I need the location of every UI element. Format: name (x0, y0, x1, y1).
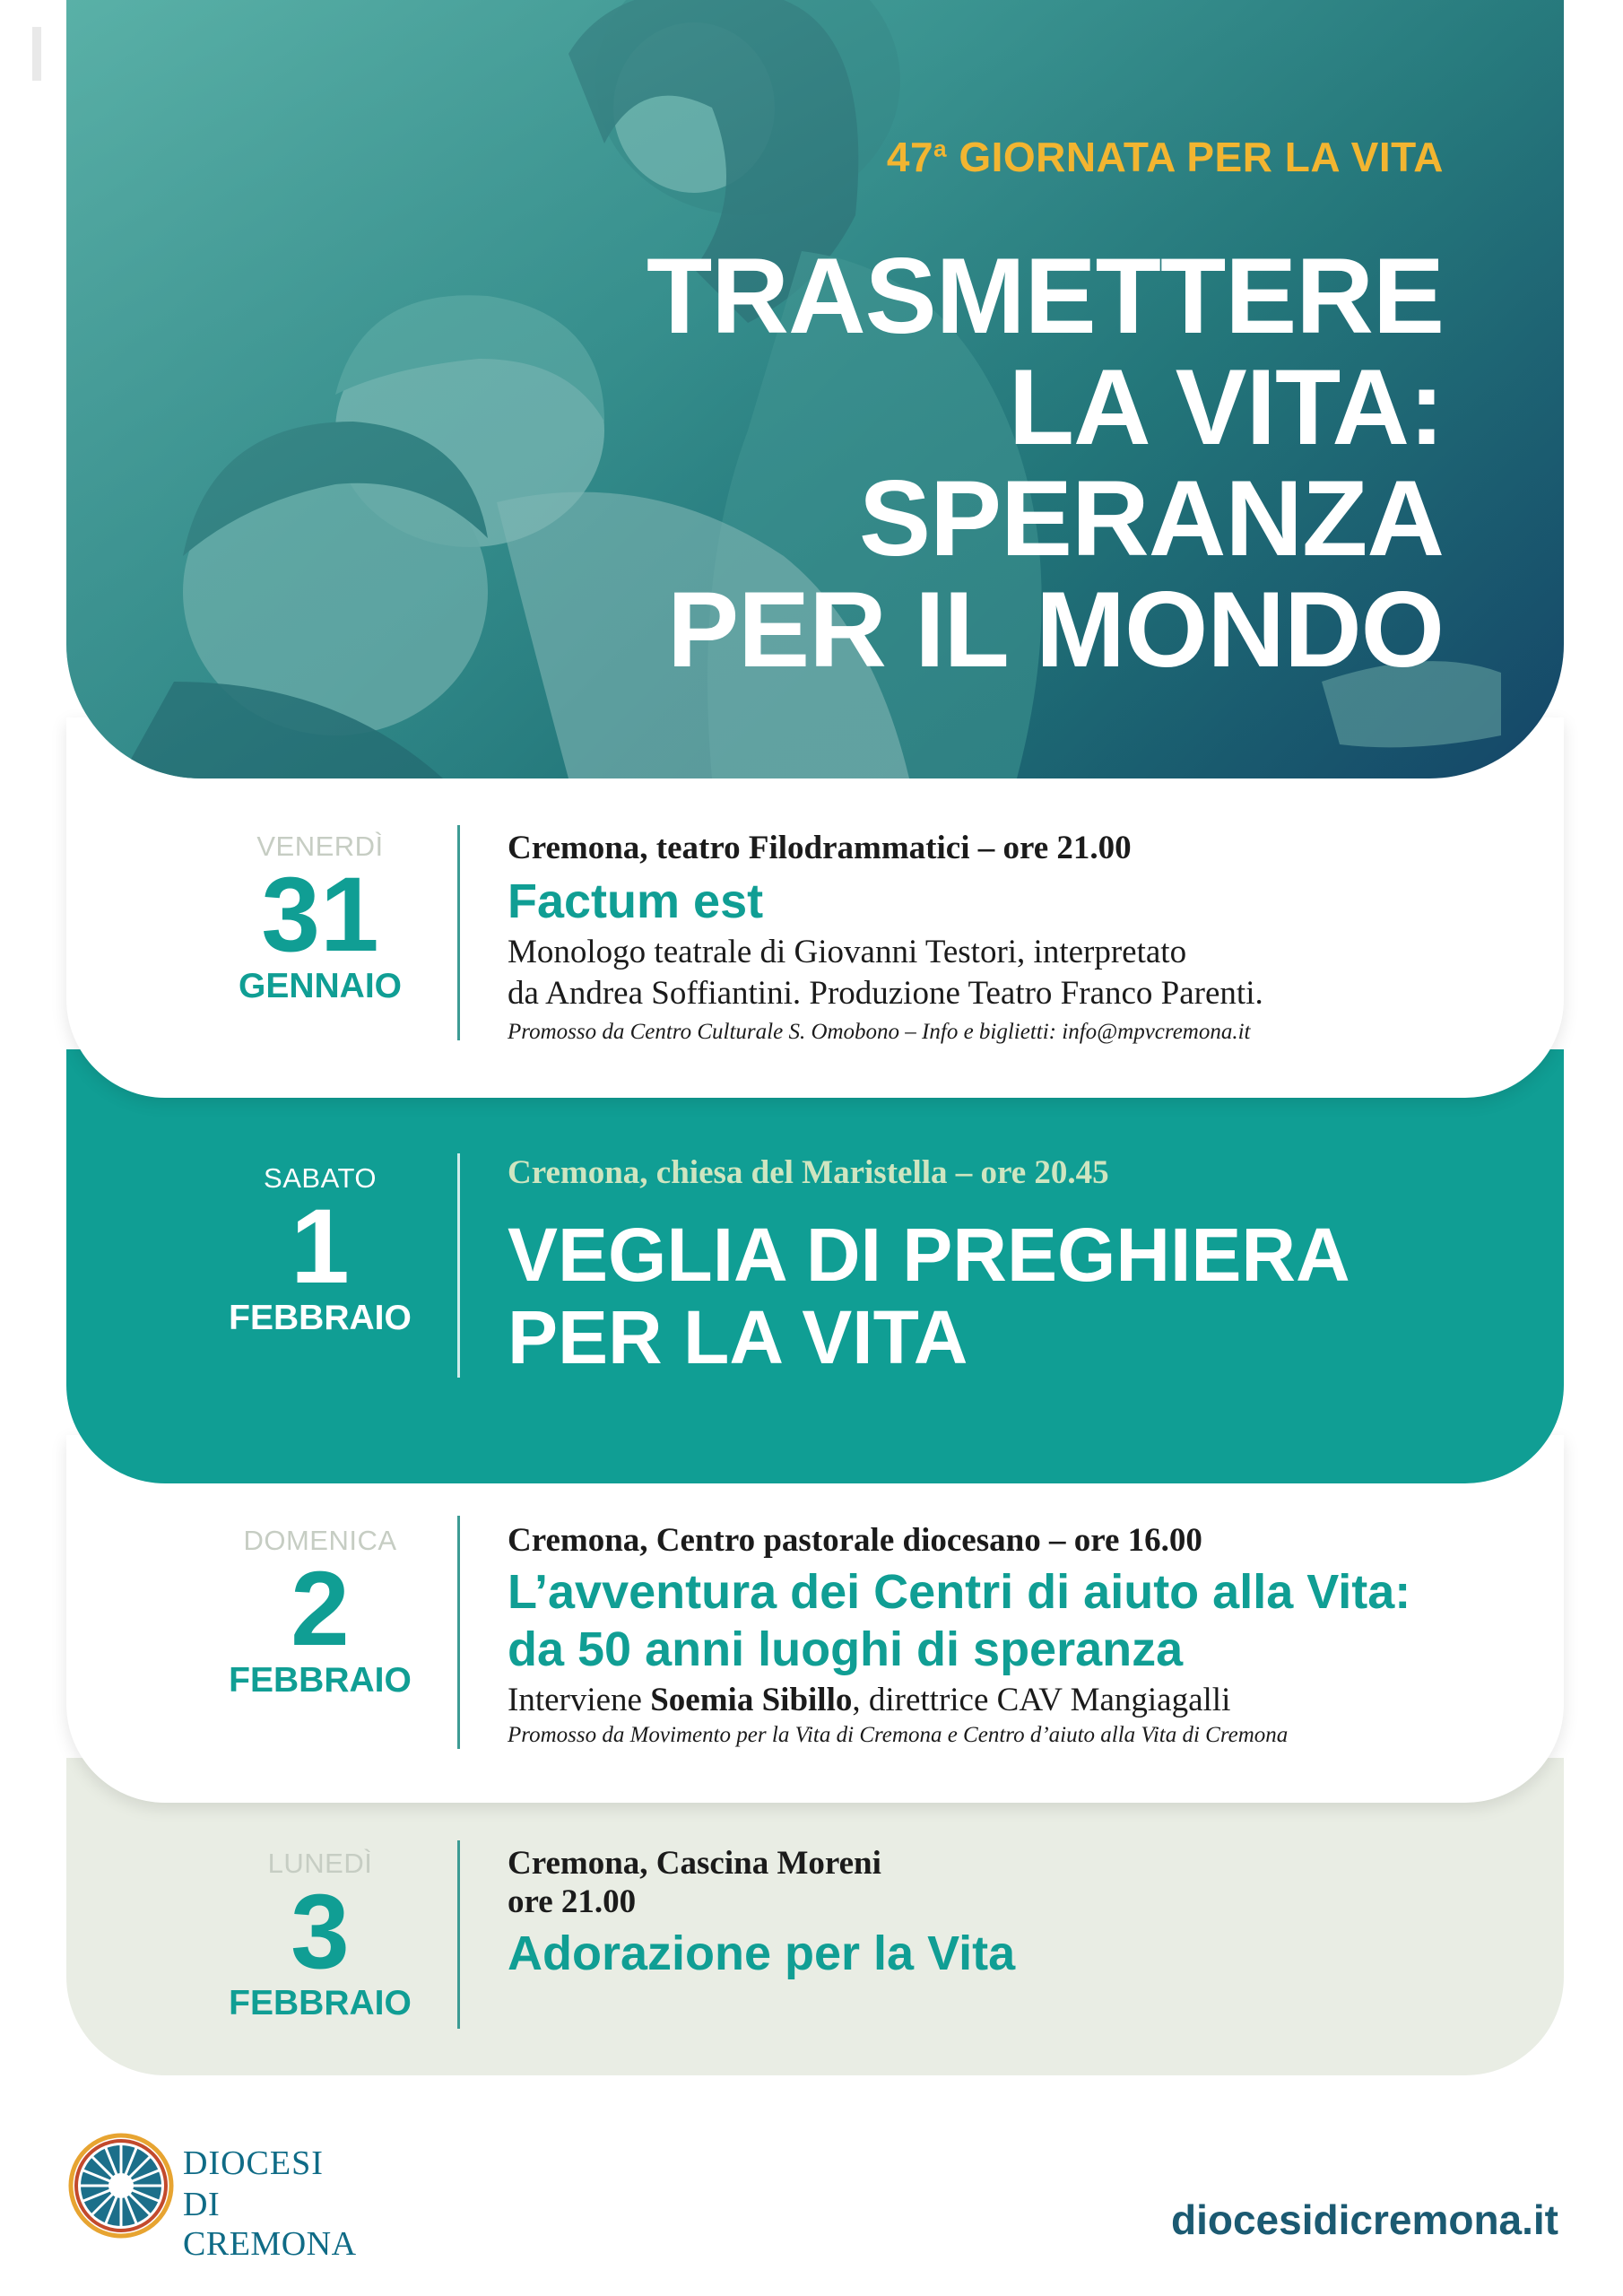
event-day: 3 (291, 1873, 350, 1991)
event-title: Factum est (508, 874, 764, 928)
event-title: VEGLIA DI PREGHIERA PER LA VITA (508, 1213, 1350, 1379)
event-description: Monologo teatrale di Giovanni Testori, interpretato da Andrea Soffiantini. Produzione Teatro Franco Parenti. (508, 934, 1263, 1012)
event-title: Adorazione per la Vita (508, 1926, 1016, 1980)
event-location: Cremona, Cascina Moreni ore 21.00 (508, 1845, 881, 1920)
rose-window-icon (68, 2133, 174, 2239)
event-location: Cremona, Centro pastorale diocesano – ore 16.00 (508, 1522, 1202, 1559)
divider (457, 1516, 460, 1749)
event-info (508, 1844, 1610, 1982)
event-date (163, 1525, 477, 1700)
divider (457, 825, 460, 1040)
diocese-logo (68, 2133, 364, 2263)
event-card-2 (66, 1049, 1564, 1483)
event-weekday: SABATO (264, 1162, 377, 1194)
event-month: FEBBRAIO (229, 1299, 412, 1337)
website-link[interactable]: diocesidicremona.it (1170, 2196, 1558, 2243)
event-month: GENNAIO (238, 967, 402, 1005)
event-day: 1 (291, 1187, 350, 1306)
event-location: Cremona, teatro Filodrammatici – ore 21.00 (508, 830, 1132, 866)
event-promoter: Promosso da Movimento per la Vita di Cremona e Centro d’aiuto alla Vita di Cremona (508, 1723, 1289, 1747)
event-location: Cremona, chiesa del Maristella – ore 20.45 (508, 1154, 1109, 1191)
event-date (163, 831, 477, 1006)
title-line: TRASMETTERE (647, 236, 1444, 356)
title-line: PER IL MONDO (667, 570, 1444, 690)
logo-line-1: DIOCESI (183, 2144, 324, 2182)
event-description: Interviene Soemia Sibillo, direttrice CAV Mangiagalli (508, 1682, 1231, 1718)
event-info (508, 1153, 1610, 1378)
title-line: SPERANZA (858, 458, 1444, 578)
event-info (508, 829, 1610, 1045)
event-card-3 (66, 1435, 1564, 1803)
event-info (508, 1521, 1610, 1748)
event-month: FEBBRAIO (229, 1984, 412, 2022)
event-kicker: 47$^a$ GIORNATA PER LA VITA (886, 134, 1444, 180)
print-mark (32, 27, 41, 81)
event-weekday: LUNEDÌ (267, 1848, 373, 1879)
logo-line-2: DI CREMONA (183, 2186, 357, 2263)
event-title: L’avventura dei Centri di aiuto alla Vita: da 50 anni luoghi di speranza (508, 1565, 1411, 1676)
divider (457, 1840, 460, 2029)
event-card-4 (66, 1758, 1564, 2075)
event-weekday: VENERDÌ (256, 831, 384, 862)
poster-title (457, 236, 1444, 690)
event-day: 31 (261, 856, 379, 974)
hero-banner (66, 0, 1564, 778)
event-date (163, 1848, 477, 2023)
event-weekday: DOMENICA (243, 1525, 397, 1556)
title-line: LA VITA: (1008, 347, 1444, 467)
event-date (163, 1162, 477, 1338)
event-day: 2 (291, 1550, 350, 1668)
event-month: FEBBRAIO (229, 1661, 412, 1700)
event-promoter: Promosso da Centro Culturale S. Omobono – Info e biglietti: info@mpvcremona.it (508, 1020, 1251, 1044)
divider (457, 1153, 460, 1378)
